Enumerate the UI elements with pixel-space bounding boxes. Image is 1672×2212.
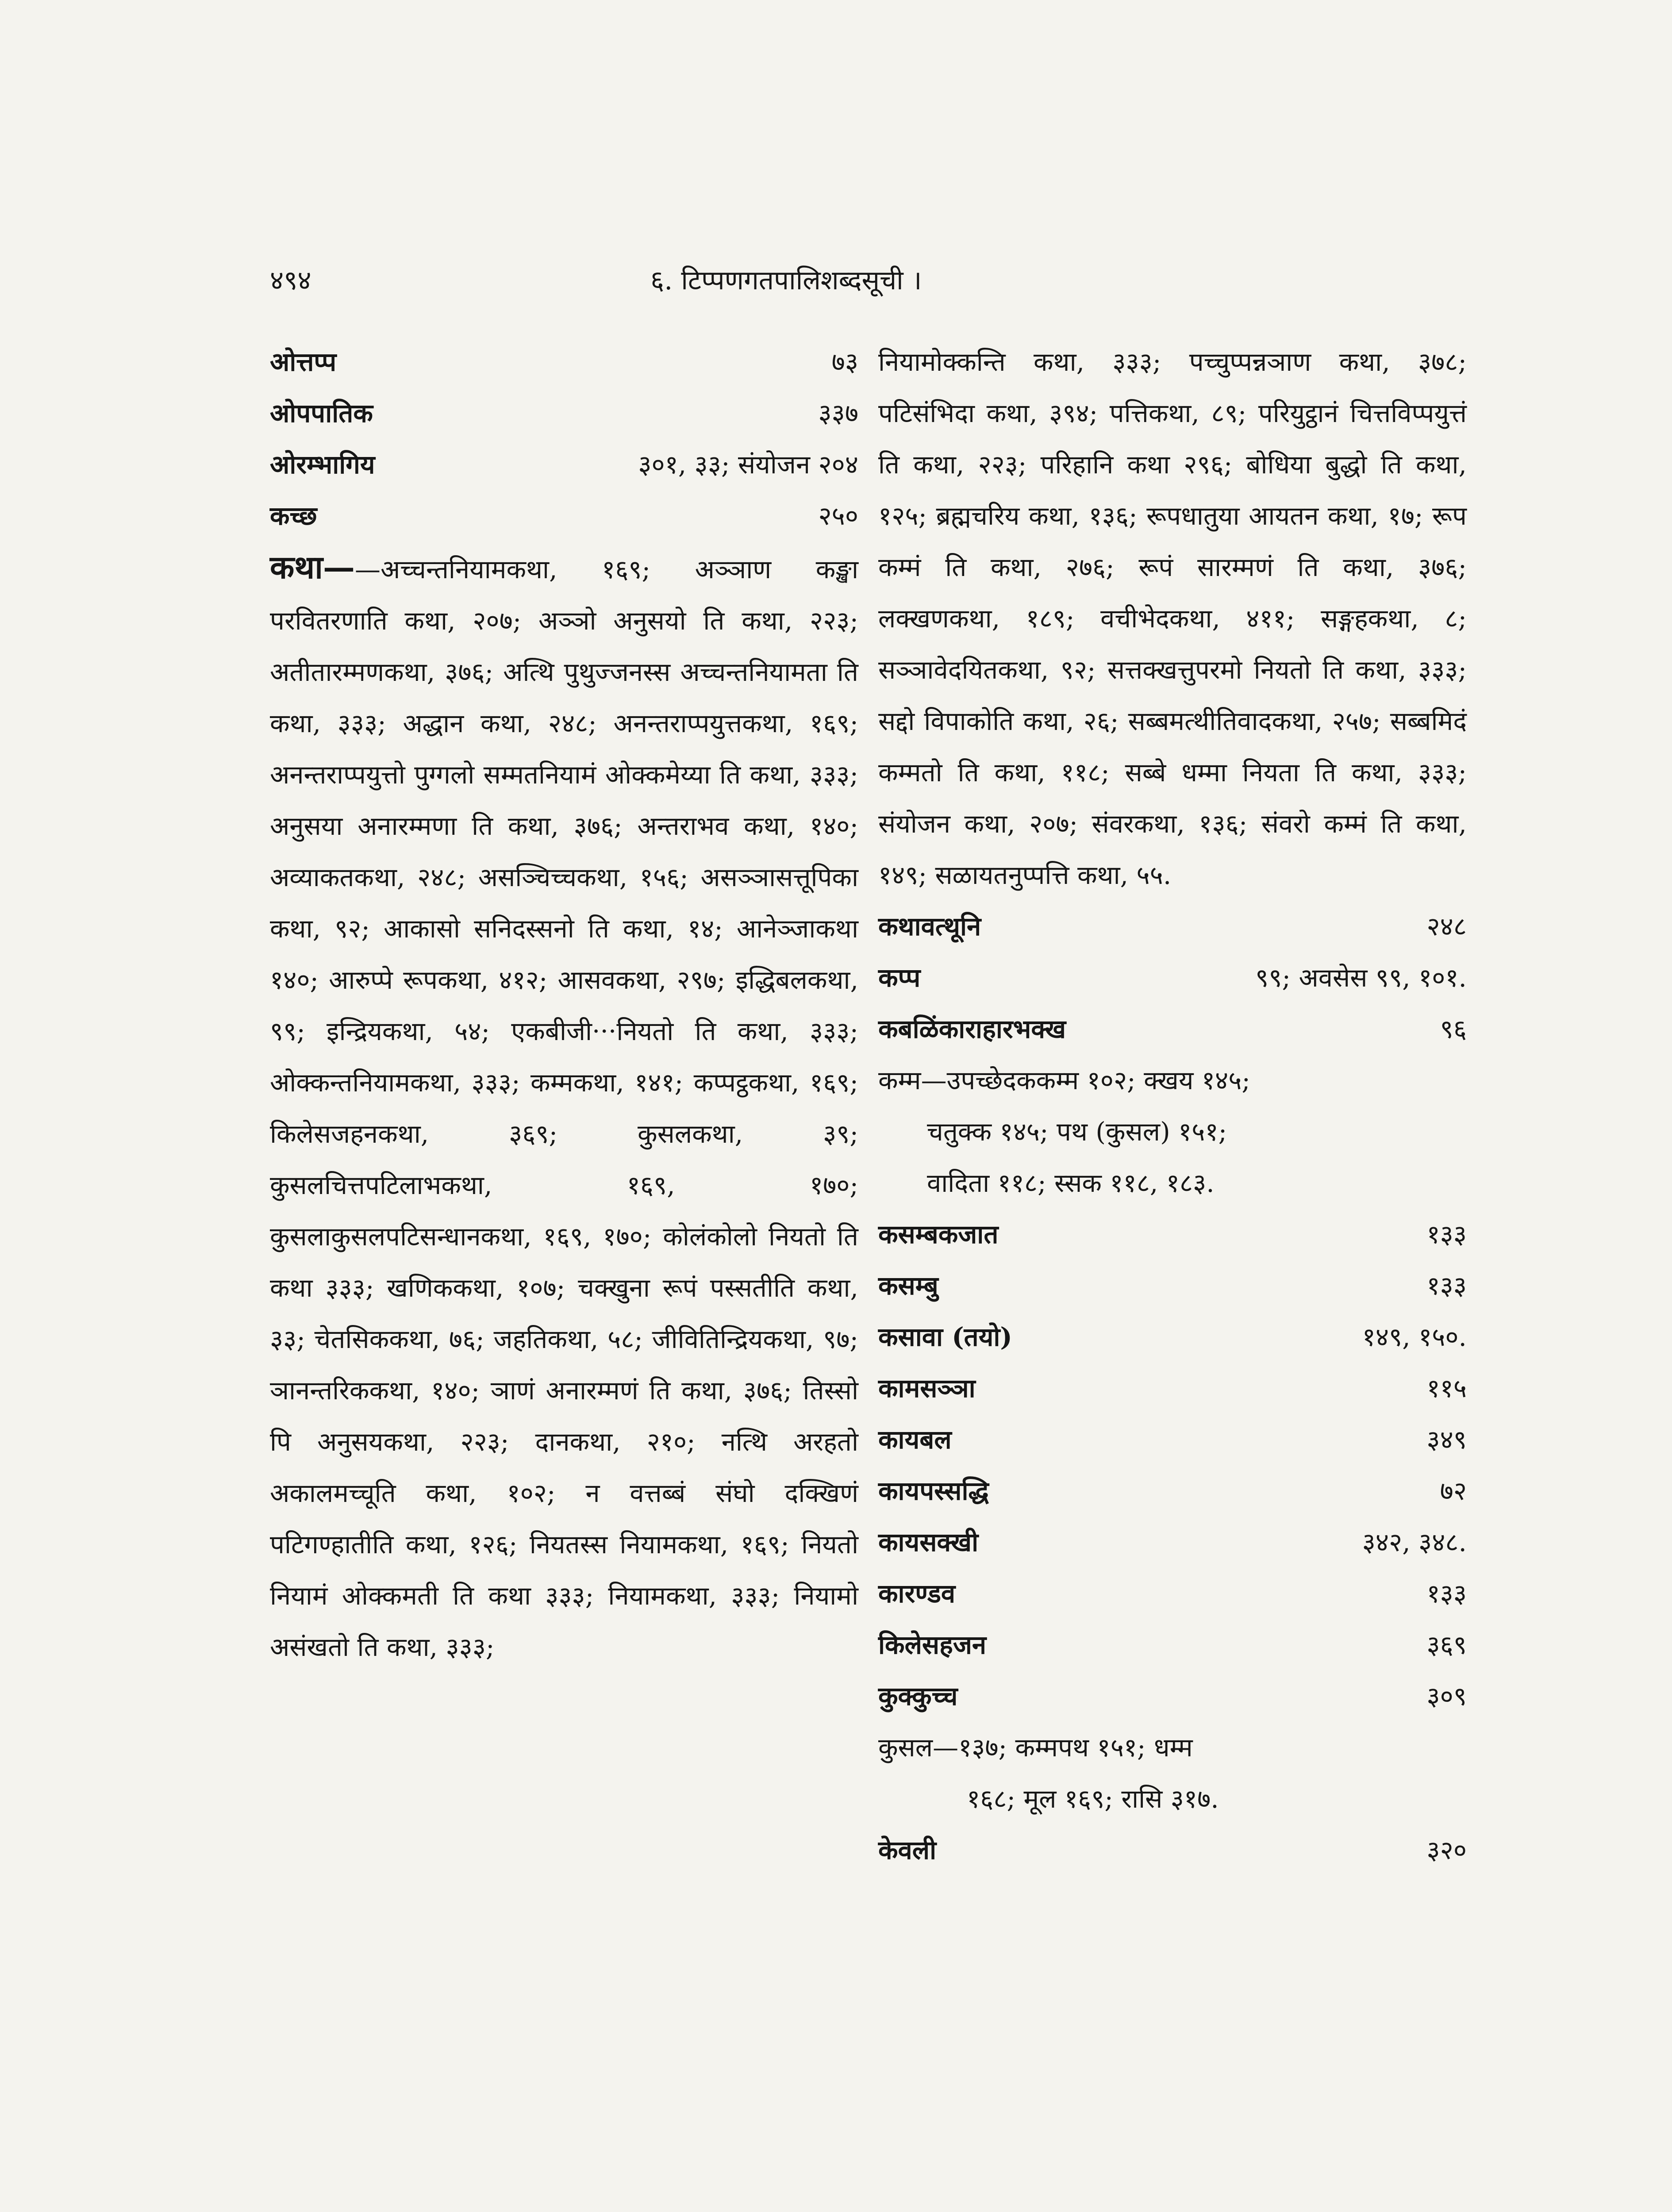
index-entry (878, 1414, 1467, 1465)
entry-term: ओपपातिक (270, 398, 373, 428)
entry-term: कसावा (तयो) (878, 1322, 1012, 1352)
kamma-text: वादिता ११८; स्सक ११८, १८३. (927, 1168, 1215, 1198)
katha-head-term: कथा— (270, 548, 355, 586)
entry-ref: ३४२, ३४८. (1362, 1527, 1467, 1557)
entry-ref: ९६ (1440, 1014, 1467, 1044)
entry-term: कुक्कुच्च (878, 1681, 958, 1711)
index-entry (270, 388, 858, 439)
entry-ref: ९९; अवसेस ९९, १०१. (1255, 963, 1467, 993)
index-entry (878, 1363, 1467, 1414)
entry-term: कायसक्खी (878, 1527, 979, 1557)
kusala-text: कुसल—१३७; कम्मपथ १५१; धम्म (878, 1732, 1193, 1763)
index-entry (878, 952, 1467, 1003)
page-header (0, 261, 1672, 314)
entry-term: कारण्डव (878, 1578, 956, 1609)
entry-ref: १३३ (1426, 1271, 1467, 1301)
entry-ref: ३६९ (1426, 1630, 1467, 1660)
entry-term: कामसञ्ञा (878, 1373, 976, 1403)
entry-ref: ३०९ (1426, 1681, 1467, 1711)
katha-text: —अच्चन्तनियामकथा, १६९; अञ्ञाण कङ्खा परवितरणाति कथा, २०७; अञ्ञो अनुसयो ति कथा, २२३; अतीतारम्मणकथा, ३७६; अत्थि पुथुज्जनस्स अच्चन्तनियामता ति कथा, ३३३; अद्धान कथा, २४८; अनन्तराप्पयुत्तकथा, १६९; अनन्तराप्पयुत्तो पुग्गलो सम्मतनियामं ओक्कमेय्या ति कथा, ३३३; अनुसया अनारम्मणा ति कथा, ३७६; अन्तराभव कथा, १४०; अव्याकतकथा, २४८; असञ्चिच्चकथा, १५६; असञ्ञासत्तूपिका कथा, ९२; आकासो सनिदस्सनो ति कथा, १४; आनेञ्जाकथा १४०; आरुप्पे रूपकथा, ४१२; आसवकथा, २९७; इद्धिबलकथा, ९९; इन्द्रियकथा, ५४; एकबीजी···नियतो ति कथा, ३३३; ओक्कन्तनियामकथा, ३३३; कम्मकथा, १४१; कप्पट्ठकथा, १६९; किलेसजहनकथा, ३६९; कुसलकथा, ३९; कुसलचित्तपटिलाभकथा, १६९, १७०; कुसलाकुसलपटिसन्धानकथा, १६९, १७०; कोलंकोलो नियतो ति कथा ३३३; खणिककथा, १०७; चक्खुना रूपं पस्सतीति कथा, ३३; चेतसिककथा, ७६; जहतिकथा, ५८; जीवितिन्द्रियकथा, ९७; ञानन्तरिककथा, १४०; ञाणं अनारम्मणं ति कथा, ३७६; तिस्सो पि अनुसयकथा, २२३; दानकथा, २१०; नत्थि अरहतो अकालमच्चूति कथा, १०२; न वत्तब्बं संघो दक्खिणं पटिगण्हातीति कथा, १२६; नियतस्स नियामकथा, १६९; नियतो नियामं ओक्कमती ति कथा ३३३; नियामकथा, ३३३; नियामो असंखतो ति कथा, ३३३; (270, 554, 858, 1662)
entry-ref: ७२ (1440, 1476, 1467, 1506)
kamma-line-3 (878, 1157, 1467, 1209)
index-entry (878, 1209, 1467, 1260)
kamma-line-1 (878, 1055, 1467, 1106)
entry-term: कच्छ (270, 501, 317, 531)
kamma-text: कम्म—उपच्छेदककम्म १०२; क्खय १४५; (878, 1065, 1250, 1095)
entry-term: कायबल (878, 1425, 952, 1455)
katha-continuation: नियामोक्कन्ति कथा, ३३३; पच्चुप्पन्नञाण कथा, ३७८; पटिसंभिदा कथा, ३९४; पत्तिकथा, ८९; परियुट्ठानं चित्तविप्पयुत्तं ति कथा, २२३; परिहानि कथा २९६; बोधिया बुद्धो ति कथा, १२५; ब्रह्मचरिय कथा, १३६; रूपधातुया आयतन कथा, १७; रूप कम्मं ति कथा, २७६; रूपं सारम्मणं ति कथा, ३७६; लक्खणकथा, १८९; वचीभेदकथा, ४११; सङ्गहकथा, ८; सञ्ञावेदयितकथा, ९२; सत्तक्खत्तुपरमो नियतो ति कथा, ३३३; सद्दो विपाकोति कथा, २६; सब्बमत्थीतिवादकथा, २५७; सब्बमिदं कम्मतो ति कथा, ११८; सब्बे धम्मा नियता ति कथा, ३३३; संयोजन कथा, २०७; संवरकथा, १३६; संवरो कम्मं ति कथा, १४९; सळायतनुप्पत्ति कथा, ५५. (878, 347, 1467, 890)
entry-term: कथावत्थूनि (878, 911, 981, 941)
entry-term: केवली (878, 1835, 937, 1865)
kusala-text: १६८; मूल १६९; रासि ३१७. (967, 1784, 1219, 1814)
entry-ref: ११५ (1426, 1373, 1467, 1403)
entry-term: कप्प (878, 963, 921, 993)
index-entry (878, 1003, 1467, 1055)
index-entry (878, 1671, 1467, 1722)
left-column (270, 336, 858, 1673)
index-entry (878, 1517, 1467, 1568)
index-entry (878, 1568, 1467, 1619)
entry-ref: ७३ (831, 347, 858, 377)
index-entry (270, 490, 858, 541)
index-entry (878, 1465, 1467, 1517)
entry-ref: ३३७ (818, 398, 858, 428)
kusala-line-2 (878, 1773, 1467, 1824)
entry-ref: १४९, १५०. (1362, 1322, 1467, 1352)
kamma-line-2 (878, 1106, 1467, 1157)
entry-ref: ३०१, ३३; संयोजन २०४ (638, 449, 858, 480)
entry-term: कायपस्सद्धि (878, 1476, 989, 1506)
running-title: ६. टिप्पणगतपालिशब्दसूची । (650, 265, 922, 296)
entry-term: कसम्बकजात (878, 1219, 999, 1249)
kamma-text: चतुक्क १४५; पथ (कुसल) १५१; (927, 1117, 1227, 1147)
entry-ref: १३३ (1426, 1578, 1467, 1609)
index-entry (270, 439, 858, 490)
right-column (878, 336, 1467, 1876)
entry-ref: ३२० (1426, 1835, 1467, 1865)
index-entry (878, 1260, 1467, 1311)
entry-term: ओत्तप्प (270, 347, 337, 377)
index-entry (270, 336, 858, 388)
entry-term: कसम्बु (878, 1271, 938, 1301)
index-entry (878, 1619, 1467, 1671)
entry-ref: २५० (818, 501, 858, 531)
index-entry (878, 1824, 1467, 1876)
entry-term: किलेसहजन (878, 1630, 987, 1660)
entry-term: कबळिंकाराहारभक्ख (878, 1014, 1066, 1044)
entry-ref: ३४९ (1426, 1425, 1467, 1455)
entry-ref: १३३ (1426, 1219, 1467, 1249)
index-entry (878, 1311, 1467, 1363)
entry-ref: २४८ (1426, 911, 1467, 941)
entry-term: ओरम्भागिय (270, 449, 375, 480)
katha-entry (270, 541, 858, 1673)
kusala-line-1 (878, 1722, 1467, 1773)
index-entry (878, 901, 1467, 952)
page-number: ४९४ (270, 265, 311, 296)
